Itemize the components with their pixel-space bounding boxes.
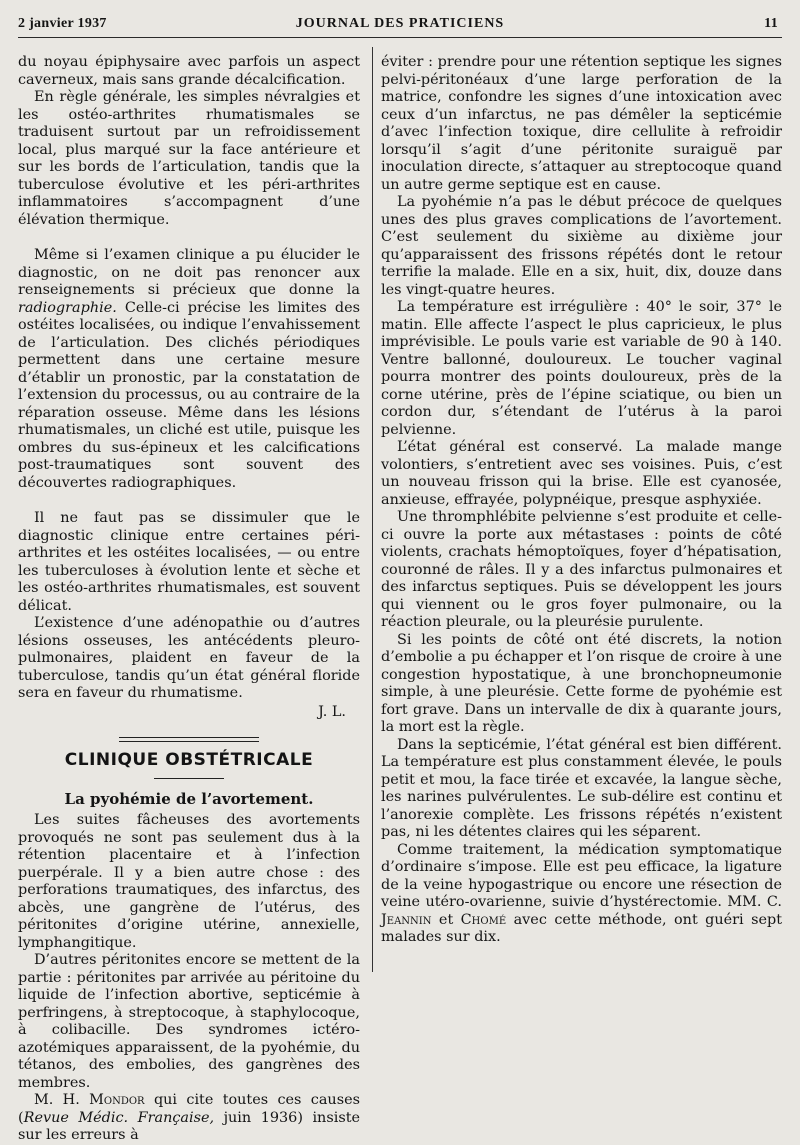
paragraph: La température est irrégulière : 40° le soir, 37° le matin. Elle affecte l’aspect le plus capricieux, le plus imprévisible. Le pouls varie est variable de 90 à 140. Ventre ballonné, douloureux. Le toucher vaginal pourra montrer des points douloureux, près de la corne utérine, près de l’épine sciatique, ou bien un cordon dur, s’étendant de l’utérus à la paroi pelvienne. [381,299,782,438]
paragraph: Si les points de côté ont été discrets, la notion d’embolie a pu échapper et l’on risque de croire à une congestion hypostatique, à une bronchopneumonie simple, à une pleurésie. Cette forme de pyohémie est fort grave. Dans un intervalle de dix à quarante jours, la mort est la règle. [381,631,782,735]
paragraph: éviter : prendre pour une rétention septique les signes pelvi-péritonéaux d’une large perforation de la matrice, confondre les signes d’une intoxication avec ceux d’un infarctus, ne pas démêler la septicémie d’avec l’infection toxique, dire cellulite à refroidir lorsqu’il s’agit d’une péritonite suraiguë par inoculation directe, s’attaquer au streptocoque quand un autre germe septique est en cause. [381,54,782,193]
paragraph: L’état général est conservé. La malade mange volontiers, s’entretient avec ses voisines. Puis, c’est un nouveau frisson qui la brise. Elle est cyanosée, anxieuse, effrayée, polypnéique, presque asphyxiée. [381,439,782,508]
author-signature: J. L. [318,703,346,720]
journal-title: JOURNAL DES PRATICIENS [295,16,505,31]
paragraph: En règle générale, les simples névralgies et les ostéo-arthrites rhumatismales se traduisent surtout par un refroidissement local, plus marqué sur la face antérieure et sur les bords de l’articulation, tandis que la tuberculose évolutive et les péri-arthrites inflammatoires s’accompagnent d’une élévation thermique. [18,89,360,228]
paragraph: La pyohémie n’a pas le début précoce de quelques unes des plus graves complications de l’avortement. C’est seulement du sixième au dixième jour qu’apparaissent des frissons répétés dont le retour terrifie la malade. Elle en a six, huit, dix, douze dans les vingt-quatre heures. [381,194,782,298]
header-rule [18,37,782,38]
paragraph: M. H. Mondor qui cite toutes ces causes (Revue Médic. Française, juin 1936) insiste sur les erreurs à [18,1092,360,1143]
section-title: CLINIQUE OBSTÉTRICALE [64,750,314,770]
left-column [18,54,360,1145]
page-number: 11 [764,16,778,31]
page-header [18,14,782,36]
section-divider [119,737,259,742]
emphasis: radiographie. [18,299,117,316]
column-rule [372,47,373,972]
citation: Revue Médic. Française, [23,1109,215,1126]
paragraph: Les suites fâcheuses des avortements provoqués ne sont pas seulement dus à la rétention placentaire et à l’infection puerpérale. Il y a bien autre chose : des perforations traumatiques, des infarctus, des abcès, une gangrène de l’utérus, des péritonites d’origine utérine, annexielle, lymphangitique. [18,812,360,951]
paragraph: du noyau épiphysaire avec parfois un aspect caverneux, mais sans grande décalcification. [18,54,360,88]
title-rule [154,778,224,779]
paragraph: Dans la septicémie, l’état général est bien différent. La température est plus constamment élevée, le pouls petit et mou, la face tirée et excavée, la langue sèche, les narines pulvérulentes. Le sub-délire est continu et l’anorexie complète. Les frissons répétés n’existent pas, ni les détentes claires qui les séparent. [381,736,782,840]
paragraph: D’autres péritonites encore se mettent de la partie : péritonites par arrivée au péritoine du liquide de l’infection abortive, septicémie à perfringens, à streptocoque, à staphylocoque, à colibacille. Des syndromes ictéro-azotémiques apparaissent, de la pyohémie, du tétanos, des embolies, des gangrènes des membres. [18,952,360,1091]
author-name: Jeannin [381,911,432,928]
article-title: La pyohémie de l’avortement. [64,789,314,808]
author-name: Chomé [460,911,507,928]
paragraph: L’existence d’une adénopathie ou d’autres lésions osseuses, les antécédents pleuro-pulmonaires, plaident en faveur de la tuberculose, tandis qu’un état général floride sera en faveur du rhumatisme. [18,615,360,701]
paragraph: Une thromphlébite pelvienne s’est produite et celle-ci ouvre la porte aux métastases : points de côté violents, crachats hémoptoïques, foyer d’hépatisation, couronné de râles. Il y a des infarctus pulmonaires et des infarctus septiques. Puis se développent les jours qui viennent ou le gros foyer pulmonaire, ou la réaction pleurale, ou la pleurésie purulente. [381,509,782,630]
paragraph: Même si l’examen clinique a pu élucider le diagnostic, on ne doit pas renoncer aux renseignements si précieux que donne la radiographie. Celle-ci précise les limites des ostéites localisées, ou indique l’envahissement de l’articulation. Des clichés périodiques permettent dans une certaine mesure d’établir un pronostic, par la constatation de l’extension du processus, ou au contraire de la réparation osseuse. Même dans les lésions rhumatismales, un cliché est utile, puisque les ombres du sus-épineux et les calcifications post-traumatiques sont souvent des découvertes radiographiques. [18,247,360,491]
author-name: Mondor [89,1092,145,1108]
right-column [381,54,782,947]
issue-date: 2 janvier 1937 [18,16,107,31]
paragraph: Il ne faut pas se dissimuler que le diagnostic clinique entre certaines péri-arthrites et les ostéites localisées, — ou entre les tuberculoses à évolution lente et sèche et les ostéo-arthrites rhumatismales, est souvent délicat. [18,510,360,614]
paragraph: Comme traitement, la médication symptomatique d’ordinaire s’impose. Elle est peu efficace, la ligature de la veine hypogastrique ou encore une résection de veine utéro-ovarienne, suivie d’hystérectomie. MM. C. Jeannin et Chomé avec cette méthode, ont guéri sept malades sur dix. [381,841,782,945]
